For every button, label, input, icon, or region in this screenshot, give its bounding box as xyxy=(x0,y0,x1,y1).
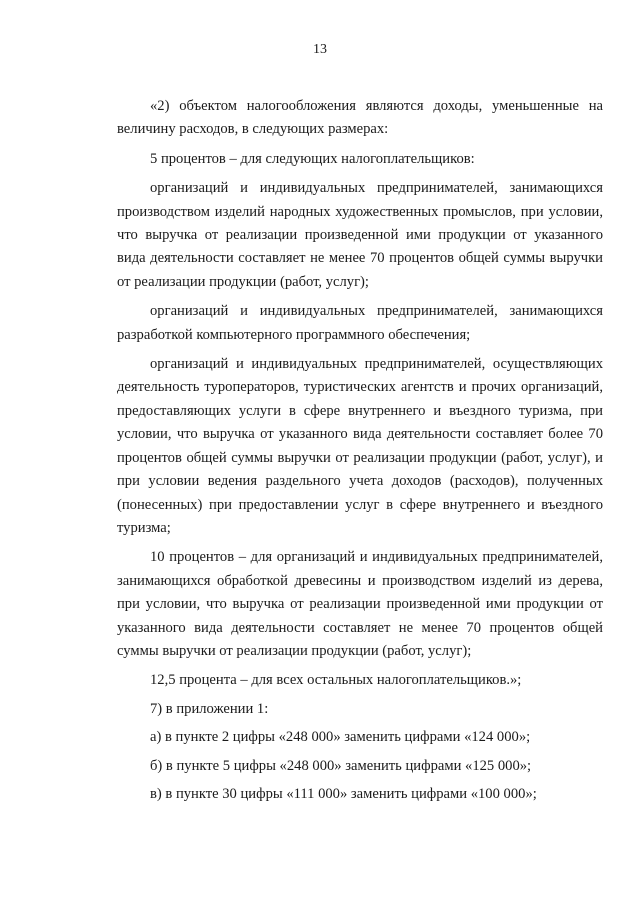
paragraph-tourism: организаций и индивидуальных предпринимателей, осуществляющих деятельность туроператоров, туристических агентств и прочих организаций, предоставляющих услуги в сфере внутреннего и въездного туризма, при условии, что выручка от указанного вида деятельности составляет более 70 процентов общей суммы выручки от реализации продукции (работ, услуг), и при условии ведения раздельного учета доходов (расходов), полученных (понесенных) при предоставлении услуг в сфере внутреннего и въездного туризма; xyxy=(117,356,603,536)
paragraph-software-development: организаций и индивидуальных предпринимателей, занимающихся разработкой компьютерного программного обеспечения; xyxy=(117,303,603,343)
paragraph-item-v: в) в пункте 30 цифры «111 000» заменить цифрами «100 000»; xyxy=(150,785,537,802)
paragraph-rate-12-5-percent: 12,5 процента – для всех остальных налогоплательщиков.»; xyxy=(150,672,522,689)
paragraph-object-of-taxation: «2) объектом налогообложения являются доходы, уменьшенные на величину расходов, в следующих размерах: xyxy=(117,98,603,138)
document-body xyxy=(117,95,603,806)
paragraph-rate-10-percent: 10 процентов – для организаций и индивидуальных предпринимателей, занимающихся обработкой древесины и производством изделий из дерева, при условии, что выручка от реализации произведенной ими продукции от указанного вида деятельности составляет не менее 70 процентов общей суммы выручки от реализации продукции (работ, услуг); xyxy=(117,549,603,659)
paragraph-item-a: а) в пункте 2 цифры «248 000» заменить цифрами «124 000»; xyxy=(150,729,531,746)
paragraph-rate-5-percent: 5 процентов – для следующих налогоплательщиков: xyxy=(150,150,475,167)
page-number: 13 xyxy=(313,42,327,57)
paragraph-item-b: б) в пункте 5 цифры «248 000» заменить цифрами «125 000»; xyxy=(150,757,532,774)
paragraph-folk-crafts: организаций и индивидуальных предпринимателей, занимающихся производством изделий народных художественных промыслов, при условии, что выручка от реализации произведенной ими продукции от указанного вида деятельности составляет не менее 70 процентов общей суммы выручки от реализации продукции (работ, услуг); xyxy=(117,180,603,290)
paragraph-appendix-1: 7) в приложении 1: xyxy=(150,700,269,717)
